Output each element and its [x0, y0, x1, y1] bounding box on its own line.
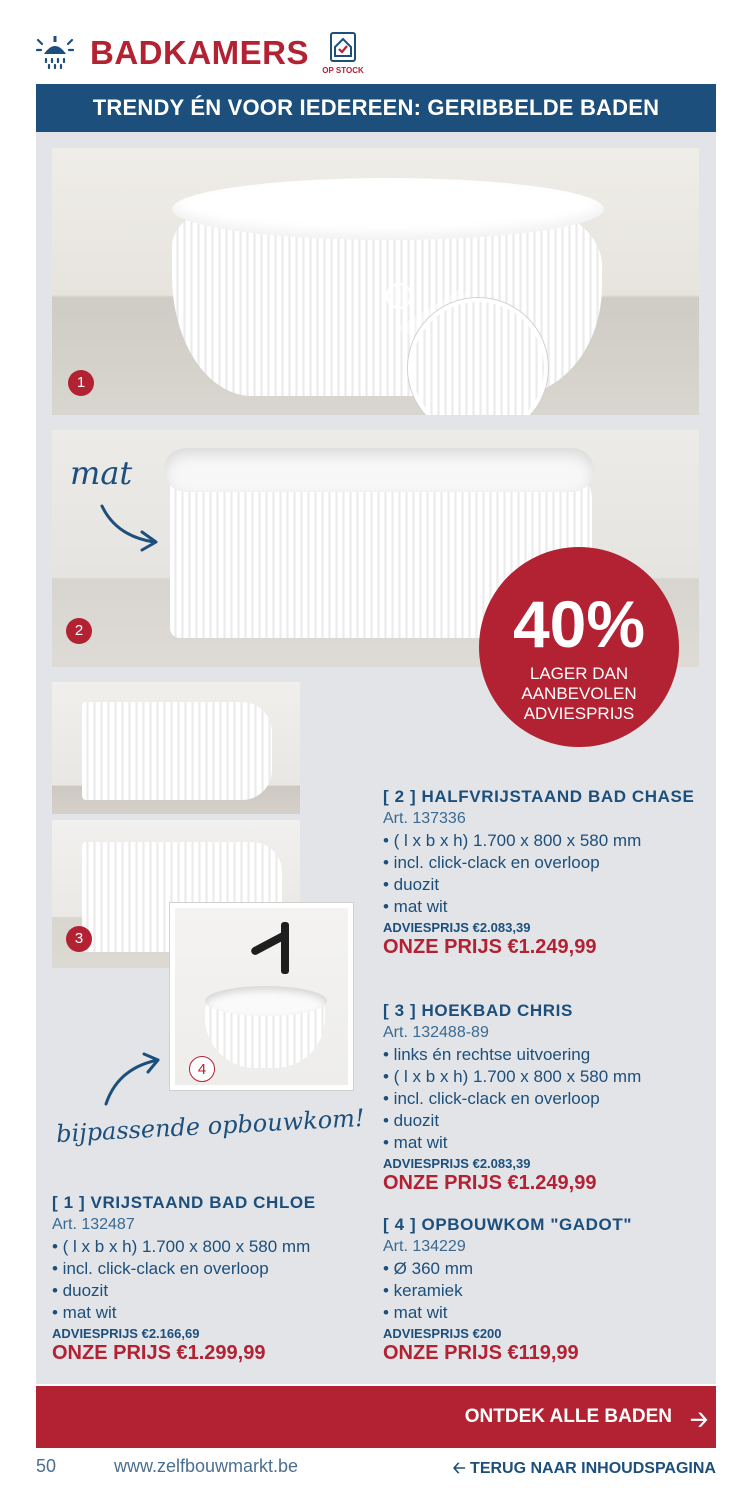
stock-badge: [320, 32, 366, 80]
product-spec: • ( l x b x h) 1.700 x 800 x 580 mm: [383, 1067, 642, 1086]
tub-rim: [172, 178, 604, 240]
photo-basin-gadot: [170, 903, 353, 1090]
advice-price: ADVIESPRIJS €200: [383, 1326, 502, 1341]
page-number: 50: [36, 1456, 57, 1476]
our-price: ONZE PRIJS €1.249,99: [383, 1172, 597, 1194]
our-price: ONZE PRIJS €1.249,99: [383, 936, 597, 958]
product-chase: [383, 786, 713, 958]
basin-rim: [205, 986, 327, 1016]
arrow-right-icon: 🡢: [690, 1407, 708, 1432]
product-spec: • duozit: [52, 1281, 109, 1300]
product-spec: • ( l x b x h) 1.700 x 800 x 580 mm: [383, 831, 642, 850]
our-price: ONZE PRIJS €119,99: [383, 1342, 579, 1364]
photo-corner-bath-a: [52, 682, 300, 814]
faucet-stem: [281, 922, 289, 974]
image-marker-4: 4: [189, 1056, 215, 1082]
category-title: BADKAMERS: [90, 34, 309, 71]
handwritten-bijpassende: bijpassende opbouwkom!: [55, 1103, 366, 1149]
product-spec: • mat wit: [383, 1303, 448, 1322]
image-marker-3: 3: [66, 926, 92, 952]
image-marker-2: 2: [66, 618, 92, 644]
stock-label: OP STOCK: [322, 66, 364, 75]
product-article: Art. 134229: [383, 1238, 466, 1255]
ribbed-tub: [82, 702, 272, 800]
product-spec: • incl. click-clack en overloop: [52, 1259, 269, 1278]
product-article: Art. 132488-89: [383, 1024, 489, 1041]
product-spec: • keramiek: [383, 1281, 463, 1300]
section-banner: TRENDY ÉN VOOR IEDEREEN: GERIBBELDE BADEN: [36, 84, 716, 132]
photo-bath-chloe: [52, 148, 699, 415]
advice-price: ADVIESPRIJS €2.166,69: [52, 1326, 200, 1341]
product-spec: • Ø 360 mm: [383, 1259, 474, 1278]
handwritten-mat: mat: [70, 454, 133, 492]
product-article: Art. 132487: [52, 1216, 135, 1233]
product-spec: • ( l x b x h) 1.700 x 800 x 580 mm: [52, 1237, 311, 1256]
promo-discount-circle: [479, 547, 679, 747]
product-title: [ 1 ] VRIJSTAAND BAD CHLOE: [52, 1193, 316, 1212]
product-chloe: [52, 1192, 382, 1364]
product-title: [ 2 ] HALFVRIJSTAAND BAD CHASE: [383, 787, 695, 806]
advice-price: ADVIESPRIJS €2.083,39: [383, 1156, 531, 1171]
product-spec: • duozit: [383, 1111, 440, 1130]
product-gadot: [383, 1214, 713, 1364]
zoom-dot: [386, 283, 412, 309]
tub-rim: [164, 448, 594, 492]
promo-line-1: LAGER DAN: [529, 664, 629, 683]
product-title: [ 4 ] OPBOUWKOM "GADOT": [383, 1215, 633, 1234]
image-marker-1: 1: [68, 370, 94, 396]
promo-line-2: AANBEVOLEN: [521, 684, 637, 703]
promo-percent: 40%: [512, 587, 646, 661]
promo-line-3: ADVIESPRIJS: [523, 704, 635, 723]
house-check-icon: [330, 32, 356, 62]
product-article: Art. 137336: [383, 810, 466, 827]
arrow-icon: [98, 1048, 168, 1110]
promo-text: [479, 664, 679, 724]
product-chris: [383, 1000, 713, 1194]
website-link[interactable]: www.zelfbouwmarkt.be: [114, 1456, 299, 1476]
cta-label: ONTDEK ALLE BADEN: [464, 1406, 672, 1427]
basin-scene: [175, 908, 348, 1085]
product-spec: • incl. click-clack en overloop: [383, 853, 600, 872]
product-spec: • mat wit: [52, 1303, 117, 1322]
advice-price: ADVIESPRIJS €2.083,39: [383, 920, 531, 935]
discover-all-baths-button[interactable]: [36, 1386, 716, 1448]
product-spec: • mat wit: [383, 897, 448, 916]
product-spec: • mat wit: [383, 1133, 448, 1152]
back-to-contents-link[interactable]: 🡠 TERUG NAAR INHOUDSPAGINA: [452, 1460, 716, 1477]
product-title: [ 3 ] HOEKBAD CHRIS: [383, 1001, 573, 1020]
our-price: ONZE PRIJS €1.299,99: [52, 1342, 266, 1364]
page-header: [36, 28, 716, 84]
product-spec: • duozit: [383, 875, 440, 894]
page-footer: [36, 1456, 716, 1482]
product-spec: • links én rechtse uitvoering: [383, 1045, 591, 1064]
arrow-icon: [96, 500, 166, 552]
product-spec: • incl. click-clack en overloop: [383, 1089, 600, 1108]
shower-icon: [36, 32, 74, 72]
